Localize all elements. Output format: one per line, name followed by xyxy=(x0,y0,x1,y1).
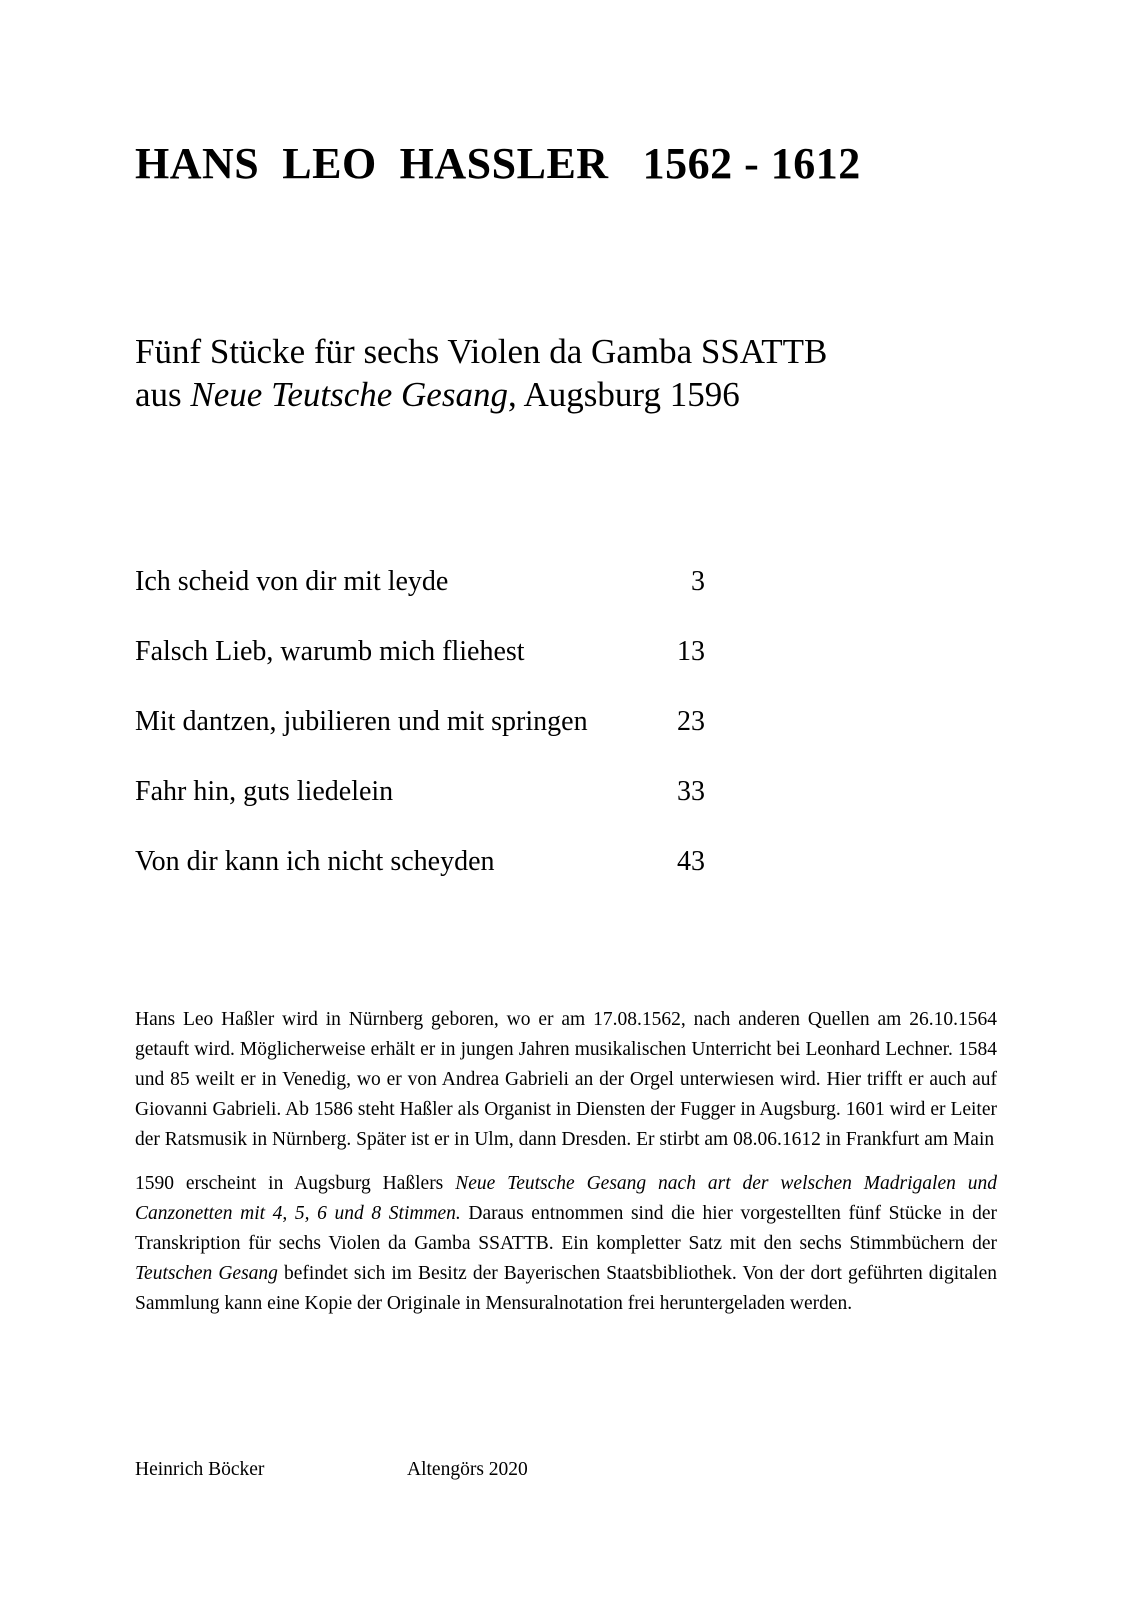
source-work-title: Neue Teutsche Gesang nach art der welschen Madrigalen und Canzonetten mit 4, 5, 6 und 8 Stimmen. xyxy=(135,1173,998,1224)
subtitle-source-title: Neue Teutsche Gesang xyxy=(190,375,508,414)
biography-section xyxy=(135,1005,997,1333)
signature-line xyxy=(135,1457,528,1483)
source-paragraph xyxy=(135,1169,997,1319)
source-text: Daraus entnommen sind die hier vorgestellten fünf Stücke in der Transkription für sechs Violen da Gamba SSATTB. Ein kompletter Satz mit den sechs Stimmbüchern der xyxy=(135,1203,997,1254)
toc-item-page: 23 xyxy=(677,706,705,737)
author-name: Heinrich Böcker xyxy=(135,1459,265,1480)
biography-paragraph: Hans Leo Haßler wird in Nürnberg geboren, wo er am 17.08.1562, nach anderen Quellen am 26.10.1564 getauft wird. Möglicherweise erhält er in jungen Jahren musikalischen Unterricht bei Leonhard Lechner. 1584 und 85 weilt er in Venedig, wo er von Andrea Gabrieli an der Orgel unterwiesen wird. Hier trifft er auch auf Giovanni Gabrieli. Ab 1586 steht Haßler als Organist in Diensten der Fugger in Augsburg. 1601 wird er Leiter der Ratsmusik in Nürnberg. Später ist er in Ulm, dann Dresden. Er stirbt am 08.06.1612 in Frankfurt am Main xyxy=(135,1009,997,1150)
table-of-contents xyxy=(135,565,705,915)
composer-years: 1562 - 1612 xyxy=(642,139,861,188)
source-collection-title: Teutschen Gesang xyxy=(135,1263,278,1284)
toc-item-page: 13 xyxy=(677,636,705,667)
toc-item-page: 33 xyxy=(677,776,705,807)
toc-item xyxy=(135,705,705,775)
composer-name: HANS LEO HASSLER xyxy=(135,139,609,188)
work-subtitle xyxy=(135,330,827,416)
source-text: befindet sich im Besitz der Bayerischen Staatsbibliothek. Von der dort geführten digitalen Sammlung kann eine Kopie der Originale in Mensuralnotation frei heruntergeladen werden. xyxy=(135,1263,998,1314)
subtitle-line-2-suffix: , Augsburg 1596 xyxy=(507,375,740,414)
toc-item xyxy=(135,845,705,915)
source-text: 1590 erscheint in Augsburg Haßlers xyxy=(135,1173,456,1194)
page-title xyxy=(135,138,861,190)
toc-item-title: Ich scheid von dir mit leyde xyxy=(135,566,449,597)
toc-item-page: 43 xyxy=(677,846,705,877)
toc-item xyxy=(135,565,705,635)
subtitle-line-1: Fünf Stücke für sechs Violen da Gamba SSATTB xyxy=(135,332,828,371)
toc-item-page: 3 xyxy=(691,566,705,597)
toc-item xyxy=(135,775,705,845)
toc-item-title: Falsch Lieb, warumb mich fliehest xyxy=(135,636,525,667)
toc-item xyxy=(135,635,705,705)
toc-item-title: Mit dantzen, jubilieren und mit springen xyxy=(135,706,588,737)
subtitle-line-2-prefix: aus xyxy=(135,375,191,414)
toc-item-title: Von dir kann ich nicht scheyden xyxy=(135,846,495,877)
place-date: Altengörs 2020 xyxy=(407,1459,528,1480)
toc-item-title: Fahr hin, guts liedelein xyxy=(135,776,394,807)
